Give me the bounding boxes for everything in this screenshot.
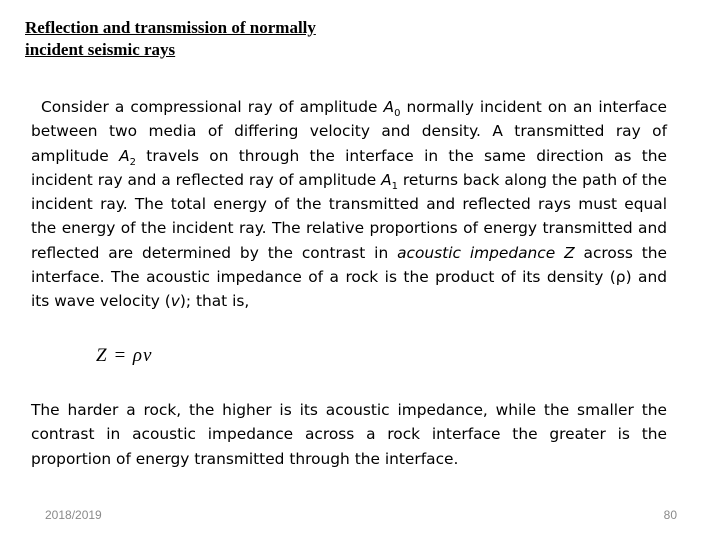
impedance-formula: Z = ρv	[96, 345, 153, 366]
paragraph-2: The harder a rock, the higher is its acoustic impedance, while the smaller the contrast in acoustic impedance across a rock interface the greater is the proportion of energy transmitted through the interface.	[31, 401, 667, 468]
page-number: 80	[663, 508, 677, 522]
amplitude-a1: A	[381, 170, 392, 189]
p1-text-1: Consider a compressional ray of amplitude	[41, 98, 384, 116]
paragraph-1	[31, 95, 667, 314]
p1-text-4: returns back along the path of the incident ray. The total energy of the transmitted and reflected rays must equal the energy of the incident ray. The relative proportions of energy transmitted and reflected are determined by the contrast in	[31, 170, 667, 262]
p1-text-6: ); that is,	[179, 292, 250, 311]
footer-date: 2018/2019	[45, 508, 102, 522]
acoustic-impedance-term: acoustic impedance Z	[397, 243, 575, 262]
amplitude-a2-subscript: 2	[129, 156, 136, 168]
slide-title	[25, 17, 385, 61]
p1-text-5: across the interface. The acoustic impedance of a rock is the product of its density (ρ) and its wave velocity (	[31, 243, 667, 311]
p1-text-2: normally incident on an interface between two media of differing velocity and density. A transmitted ray of amplitude	[31, 98, 667, 165]
p1-text-3: travels on through the interface in the same direction as the incident ray and a reflected ray of amplitude	[31, 146, 667, 189]
velocity-symbol: v	[170, 292, 180, 311]
amplitude-a0: A	[383, 98, 395, 116]
slide-title-line1: Reflection and transmission of normally	[25, 18, 316, 37]
amplitude-a1-subscript: 1	[391, 180, 399, 192]
slide-title-line2: incident seismic rays	[25, 40, 176, 59]
amplitude-a0-subscript: 0	[394, 108, 401, 120]
amplitude-a2: A	[119, 146, 130, 165]
